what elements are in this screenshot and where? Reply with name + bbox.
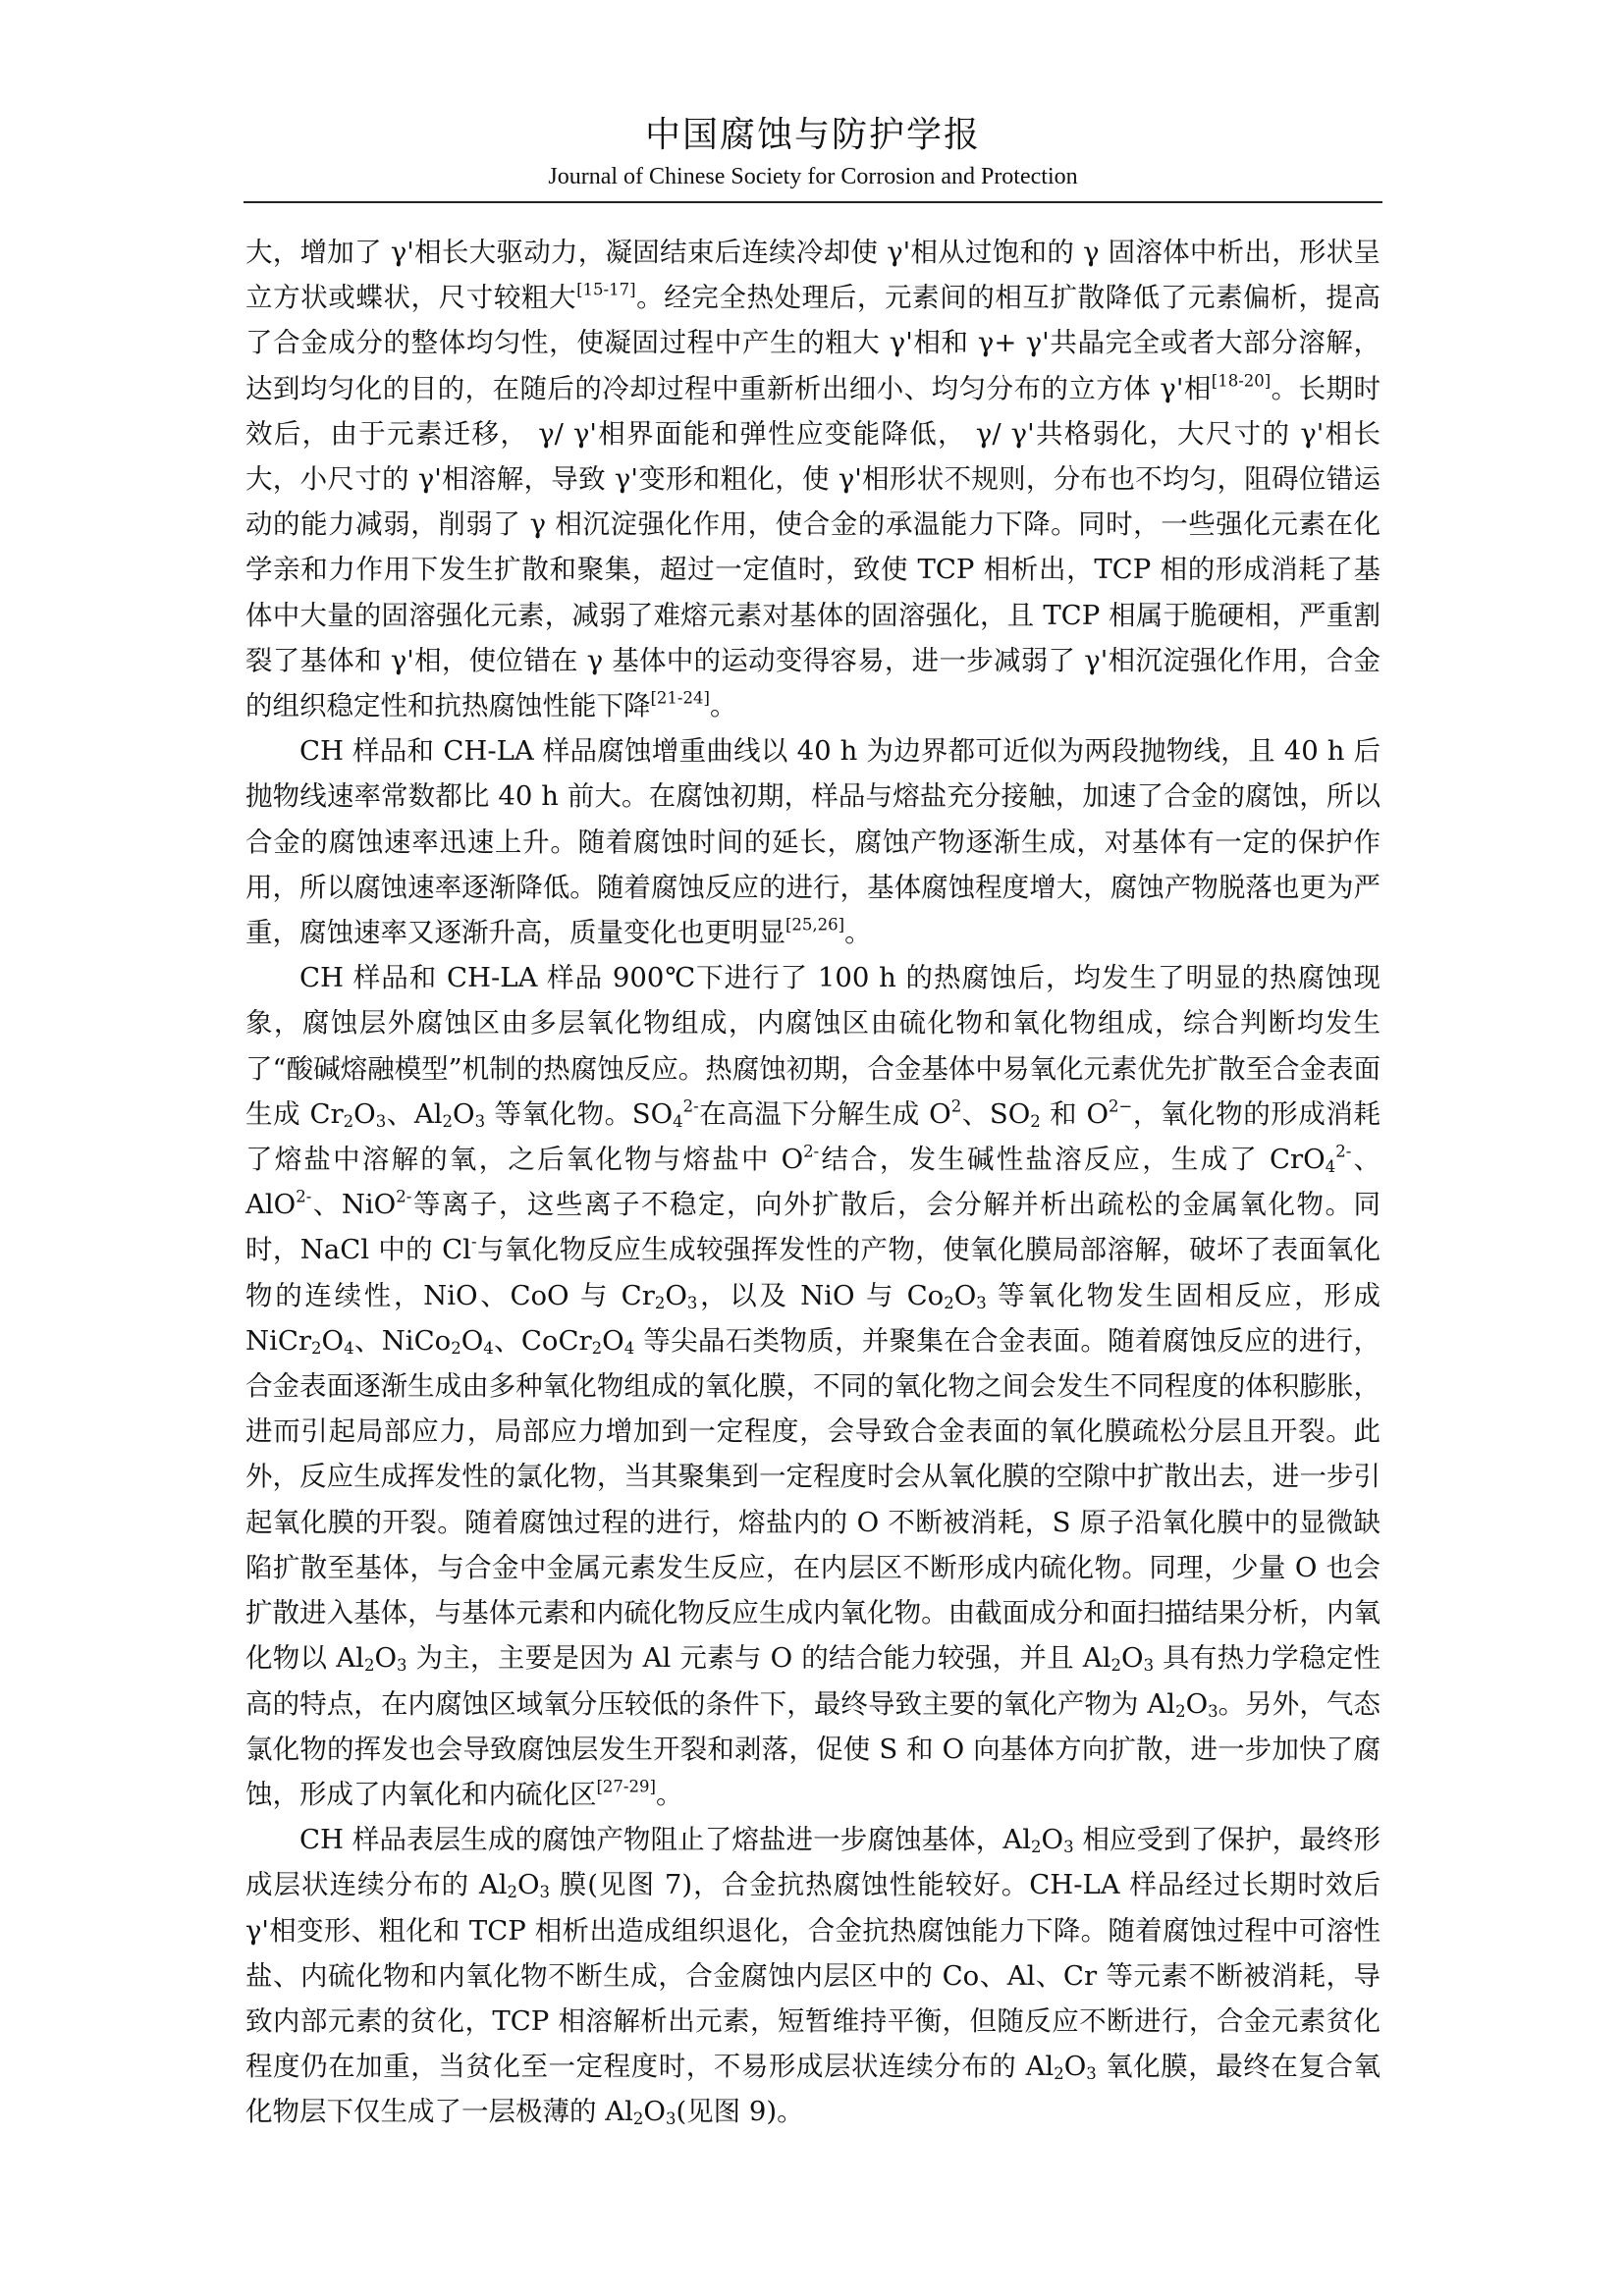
text-run: CH 样品和 CH-LA 样品腐蚀增重曲线以 40 h 为边界都可近似为两段抛物线，且 40 h 后抛物线速率常数都比 40 h 前大。在腐蚀初期，样品与熔盐充分接触，加速了合金的腐蚀，所以合金的腐蚀速率迅速上升。随着腐蚀时间的延长，腐蚀产物逐渐生成，对基体有一定的保护作用，所以腐蚀速率逐渐降低。随着腐蚀反应的进行，基体腐蚀程度增大，腐蚀产物脱落也更为严重，腐蚀速率又逐渐升高，质量变化也更明显 — [245, 735, 1380, 949]
subscript: 2 — [451, 1339, 461, 1358]
text-run: 。 — [844, 917, 872, 949]
subscript: 2 — [632, 2109, 644, 2129]
text-run: 等离子，这些离子不稳定，向外扩散后，会分解并析出疏松的金属氧化物。同时，NaCl 中的 Cl — [245, 1189, 1381, 1266]
subscript: 2 — [1110, 1656, 1122, 1676]
text-run: 结合，发生碱性盐溶反应，生成了 CrO — [819, 1144, 1326, 1176]
superscript: [18-20] — [1211, 371, 1272, 391]
paragraph — [245, 1817, 1380, 2134]
subscript: 3 — [375, 1111, 387, 1131]
subscript: 2 — [311, 1339, 322, 1358]
text-run: 氧化膜，最终在复合氧化物层下仅生成了一层极薄的 Al — [245, 2051, 1380, 2128]
superscript: 2 — [950, 1096, 962, 1116]
text-run: O — [953, 1279, 977, 1311]
subscript: 3 — [539, 1883, 551, 1902]
subscript: 2 — [442, 1111, 454, 1131]
text-run: O — [1185, 1687, 1209, 1720]
paragraph — [245, 955, 1380, 1817]
page-header — [244, 114, 1382, 192]
subscript: 3 — [665, 2109, 677, 2129]
subscript: 2 — [1031, 1838, 1042, 1857]
subscript: 4 — [623, 1339, 635, 1358]
subscript: 4 — [673, 1111, 683, 1131]
text-run: 。另外，气态氯化物的挥发也会导致腐蚀层发生开裂和剥落，促使 S 和 O 向基体方向扩散，进一步加快了腐蚀，形成了内氧化和内硫化区 — [245, 1687, 1380, 1810]
text-run: O — [1121, 1642, 1144, 1675]
text-run: CH 样品和 CH-LA 样品 900℃下进行了 100 h 的热腐蚀后，均发生了明显的热腐蚀现象，腐蚀层外腐蚀区由多层氧化物组成，内腐蚀区由硫化物和氧化物组成，综合判断均发生了“酸碱熔融模型”机制的热腐蚀反应。热腐蚀初期，合金基体中易氧化元素优先扩散至合金表面生成 Cr — [245, 962, 1380, 1130]
text-run: ，氧化物的形成消耗了熔盐中溶解的氧，之后氧化物与熔盐中 O — [245, 1097, 1380, 1176]
subscript: 2 — [507, 1883, 517, 1902]
text-run: 。经完全热处理后，元素间的相互扩散降低了元素偏析，提高了合金成分的整体均匀性，使凝固过程中产生的粗大 γ'相和 γ+ γ'共晶完全或者大部分溶解，达到均匀化的目的，在随后的冷却过程中重新析出细小、均匀分布的立方体 γ'相 — [245, 282, 1380, 404]
superscript: - — [470, 1232, 477, 1252]
subscript: 3 — [1063, 1838, 1074, 1857]
text-run: 、NiCo — [353, 1324, 452, 1357]
subscript: 3 — [686, 1293, 698, 1312]
subscript: 3 — [1086, 2064, 1097, 2084]
subscript: 4 — [344, 1339, 354, 1358]
text-run: 等尖晶石类物质，并聚集在合金表面。随着腐蚀反应的进行，合金表面逐渐生成由多种氧化物组成的氧化膜，不同的氧化物之间会发生不同程度的体积膨胀，进而引起局部应力，局部应力增加到一定程度，会导致合金表面的氧化膜疏松分层且开裂。此外，反应生成挥发性的氯化物，当其聚集到一定程度时会从氧化膜的空隙中扩散出去，进一步引起氧化膜的开裂。随着腐蚀过程的进行，熔盐内的 O 不断被消耗，S 原子沿氧化膜中的显微缺陷扩散至基体，与合金中金属元素发生反应，在内层区不断形成内硫化物。同理，少量 O 也会扩散进入基体，与基体元素和内硫化物反应生成内氧化物。由截面成分和面扫描结果分析，内氧化物以 Al — [245, 1324, 1380, 1675]
subscript: 2 — [363, 1656, 375, 1676]
subscript: 2 — [1175, 1701, 1186, 1721]
superscript: 2- — [1335, 1142, 1352, 1161]
subscript: 4 — [483, 1339, 494, 1358]
text-run: ，以及 NiO 与 Co — [697, 1279, 945, 1311]
text-run: O — [460, 1324, 484, 1357]
text-run: O — [643, 2096, 666, 2128]
text-run: 。 — [709, 690, 737, 722]
text-run: O — [602, 1324, 624, 1357]
text-run: 和 O — [1040, 1097, 1109, 1130]
paragraph — [245, 728, 1380, 955]
subscript: 3 — [976, 1293, 987, 1312]
text-run: 与氧化物反应生成较强挥发性的产物，使氧化膜局部溶解，破坏了表面氧化物的连续性，NiO、CoO 与 Cr — [245, 1234, 1380, 1311]
paragraph — [245, 230, 1380, 728]
text-run: 等氧化物发生固相反应，形成 NiCr — [245, 1279, 1380, 1357]
text-run: O — [517, 1869, 540, 1901]
superscript: [15-17] — [576, 280, 636, 299]
subscript: 2 — [343, 1111, 354, 1131]
article-body — [245, 230, 1380, 2135]
superscript: 2− — [1109, 1096, 1133, 1116]
subscript: 3 — [1143, 1656, 1155, 1676]
text-run: O — [321, 1324, 345, 1357]
text-run: 膜(见图 7)，合金抗热腐蚀性能较好。CH-LA 样品经过长期时效后 γ'相变形、粗化和 TCP 相析出造成组织退化，合金抗热腐蚀能力下降。随着腐蚀过程中可溶性盐、内硫化物和内氧化物不断生成，合金腐蚀内层区中的 Co、Al、Cr 等元素不断被消耗，导致内部元素的贫化，TCP 相溶解析出元素，短暂维持平衡，但随反应不断进行，合金元素贫化程度仍在加重，当贫化至一定程度时，不易形成层状连续分布的 Al — [245, 1869, 1380, 2083]
text-run: O — [665, 1279, 687, 1311]
subscript: 2 — [944, 1293, 954, 1312]
text-run: O — [374, 1642, 398, 1675]
text-run: 、SO — [961, 1097, 1031, 1130]
text-run: 具有热力学稳定性高的特点，在内腐蚀区域氧分压较低的条件下，最终导致主要的氧化产物为 Al — [245, 1642, 1380, 1720]
superscript: [21-24] — [650, 688, 710, 708]
subscript: 2 — [1054, 2064, 1064, 2084]
text-run: 、NiO — [311, 1189, 397, 1221]
superscript: 2- — [296, 1187, 312, 1206]
subscript: 3 — [397, 1656, 407, 1676]
text-run: 在高温下分解生成 O — [698, 1097, 951, 1130]
superscript: 2- — [803, 1142, 820, 1161]
subscript: 3 — [474, 1111, 486, 1131]
subscript: 4 — [1325, 1157, 1336, 1177]
superscript: [25,26] — [785, 915, 845, 934]
journal-title-en: Journal of Chinese Society for Corrosion and Protection — [548, 164, 1078, 189]
subscript: 2 — [591, 1339, 603, 1358]
text-run: 大，增加了 γ'相长大驱动力，凝固结束后连续冷却使 γ'相从过饱和的 γ 固溶体中析出，形状呈立方状或蝶状，尺寸较粗大 — [245, 237, 1380, 314]
subscript: 2 — [654, 1293, 666, 1312]
text-run: O — [353, 1097, 376, 1130]
text-run: O — [1063, 2051, 1087, 2083]
text-run: 相应受到了保护，最终形成层状连续分布的 Al — [245, 1824, 1380, 1901]
journal-title-cn: 中国腐蚀与防护学报 — [644, 115, 981, 155]
header-rule — [244, 201, 1382, 203]
text-run: 、Al — [386, 1097, 443, 1130]
text-run: 、AlO — [245, 1144, 1380, 1221]
text-run: 。长期时效后，由于元素迁移， γ/ γ'相界面能和弹性应变能降低， γ/ γ'共格弱化，大尺寸的 γ'相长大，小尺寸的 γ'相溶解，导致 γ'变形和粗化，使 γ'相形状不规则，分布也不均匀，阻碍位错运动的能力减弱，削弱了 γ 相沉淀强化作用，使合金的承温能力下降。同时，一些强化元素在化学亲和力作用下发生扩散和聚集，超过一定值时，致使 TCP 相析出，TCP 相的形成消耗了基体中大量的固溶强化元素，减弱了难熔元素对基体的固溶强化，且 TCP 相属于脆硬相，严重割裂了基体和 γ'相，使位错在 γ 基体中的运动变得容易，进一步减弱了 γ'相沉淀强化作用，合金的组织稳定性和抗热腐蚀性能下降 — [245, 372, 1380, 722]
text-run: 、CoCr — [493, 1324, 592, 1357]
text-run: (见图 9)。 — [676, 2096, 804, 2128]
superscript: 2- — [396, 1187, 412, 1206]
text-run: 。 — [655, 1778, 683, 1810]
subscript: 3 — [1208, 1701, 1218, 1721]
text-run: O — [453, 1097, 475, 1130]
superscript: 2- — [682, 1096, 699, 1116]
text-run: CH 样品表层生成的腐蚀产物阻止了熔盐进一步腐蚀基体，Al — [299, 1824, 1032, 1856]
text-run: O — [1041, 1824, 1064, 1856]
text-run: 等氧化物。SO — [485, 1097, 674, 1130]
superscript: [27-29] — [596, 1777, 656, 1796]
subscript: 2 — [1030, 1111, 1041, 1131]
text-run: 为主，主要是因为 Al 元素与 O 的结合能力较强，并且 Al — [406, 1642, 1111, 1675]
